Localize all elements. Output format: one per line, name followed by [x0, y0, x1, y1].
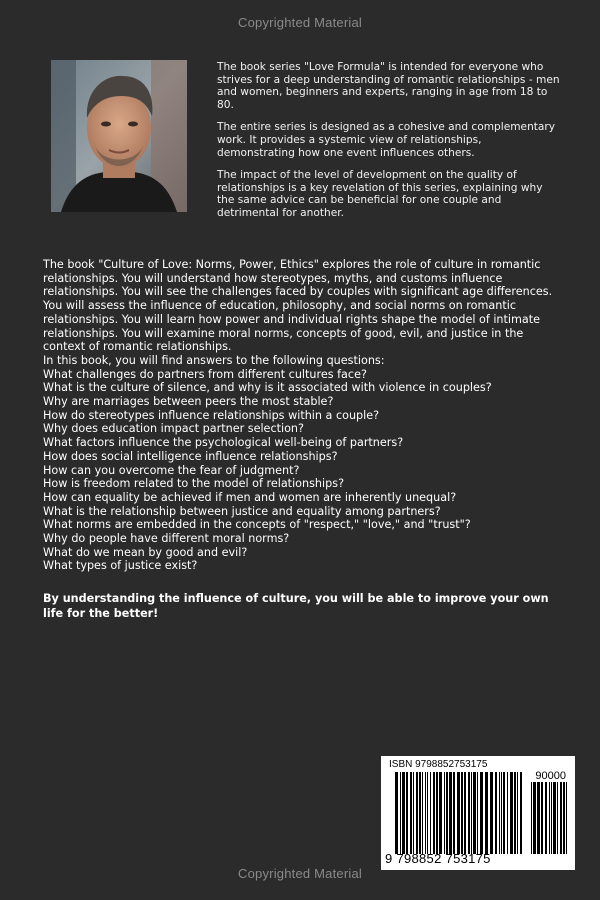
- intro-paragraph: The entire series is designed as a cohesive and complementary work. It provides a systemic view of relationships, demonstrating how one event influences others.: [217, 121, 556, 159]
- questions-intro: In this book, you will find answers to the following questions:: [43, 353, 385, 367]
- barcode-bar: [545, 782, 547, 854]
- barcode-bar: [402, 772, 405, 854]
- barcode-bar: [400, 772, 401, 854]
- question-item: What norms are embedded in the concepts of "respect," "love," and "trust"?: [43, 518, 471, 532]
- barcode-bar: [520, 772, 522, 854]
- barcode-bar: [422, 772, 423, 854]
- question-item: What is the relationship between justice and equality among partners?: [43, 504, 441, 518]
- author-photo: [51, 60, 187, 212]
- questions-list: [43, 368, 563, 574]
- isbn-label: ISBN 9798852753175: [389, 759, 488, 770]
- question-item: Why do people have different moral norms?: [43, 532, 290, 546]
- barcode-bar: [439, 772, 442, 854]
- question-item: How is freedom related to the model of relationships?: [43, 477, 345, 491]
- question-item: How does social intelligence influence relationships?: [43, 449, 338, 463]
- barcode-bar: [427, 772, 428, 854]
- barcode-bar: [563, 782, 565, 854]
- question-item: How do stereotypes influence relationships within a couple?: [43, 408, 380, 422]
- question-item: How can you overcome the fear of judgment?: [43, 463, 300, 477]
- question-item: What is the culture of silence, and why is it associated with violence in couples?: [43, 381, 492, 395]
- barcode-bar: [549, 782, 550, 854]
- barcode-bar: [461, 772, 463, 854]
- barcode-bar: [514, 772, 516, 854]
- barcode-bar: [501, 772, 502, 854]
- barcode-bar: [444, 772, 445, 854]
- barcode-bar: [410, 772, 412, 854]
- isbn-barcode: [381, 756, 575, 870]
- barcode-bar: [557, 782, 558, 854]
- barcode-bar: [453, 772, 455, 854]
- watermark-bottom: Copyrighted Material: [238, 866, 362, 881]
- barcode-bar: [406, 772, 408, 854]
- barcode-bar: [490, 772, 493, 854]
- barcode-bar: [517, 772, 518, 854]
- closing-statement: By understanding the influence of culture, you will be able to improve your own life for the better!: [43, 592, 549, 620]
- barcode-bar: [425, 772, 426, 854]
- barcode-bar: [413, 772, 414, 854]
- barcode-bar: [533, 782, 536, 854]
- barcode-bar: [464, 772, 466, 854]
- barcode-bar: [477, 772, 478, 854]
- barcode-bar: [395, 772, 398, 854]
- author-portrait-image: [51, 60, 187, 212]
- book-description: [43, 258, 563, 573]
- barcode-bar: [499, 772, 500, 854]
- barcode-bar: [419, 772, 421, 854]
- barcode-bar: [416, 772, 418, 854]
- barcode-digits: 9 798852 753175: [385, 851, 491, 866]
- barcode-bar: [480, 772, 483, 854]
- barcode-bar: [510, 772, 513, 854]
- barcode-bar: [551, 782, 552, 854]
- barcode-bar: [495, 772, 497, 854]
- intro-paragraph: The book series "Love Formula" is intended for everyone who strives for a deep understanding of romantic relationships - men and women, beginners and experts, ranging in age from 18 to 80.: [217, 61, 560, 111]
- question-item: What factors influence the psychological well-being of partners?: [43, 436, 404, 450]
- barcode-bar: [446, 772, 448, 854]
- question-item: How can equality be achieved if men and women are inherently unequal?: [43, 490, 457, 504]
- barcode-bar: [436, 772, 438, 854]
- question-item: Why does education impact partner selection?: [43, 422, 304, 436]
- barcode-bar: [485, 772, 488, 854]
- barcode-bar: [503, 772, 505, 854]
- question-item: What do we mean by good and evil?: [43, 545, 248, 559]
- question-item: Why are marriages between peers the most stable?: [43, 395, 334, 409]
- barcode-bar: [507, 772, 508, 854]
- question-item: What types of justice exist?: [43, 559, 198, 573]
- barcode-bar: [457, 772, 460, 854]
- barcode-bar: [541, 782, 543, 854]
- barcode-bar: [566, 782, 567, 854]
- barcode-bar: [430, 772, 431, 854]
- description-paragraph: The book "Culture of Love: Norms, Power, Ethics" explores the role of culture in romantic relationships. You will understand how stereotypes, myths, and customs influence relationships. You will see the challenges faced by couples with significant age differences. You will assess the influence of education, philosophy, and social norms on romantic relationships. You will learn how power and individual rights shape the model of intimate relationships. You will examine moral norms, concepts of good, evil, and justice in the context of romantic relationships.: [43, 258, 553, 354]
- barcode-bar: [468, 772, 470, 854]
- barcode-bar: [553, 782, 556, 854]
- barcode-bar: [471, 772, 472, 854]
- barcode-addon-bars: [531, 782, 569, 854]
- barcode-bar: [537, 782, 540, 854]
- barcode-bar: [560, 782, 562, 854]
- barcode-bar: [433, 772, 435, 854]
- price-code: 90000: [535, 770, 566, 782]
- intro-paragraph: The impact of the level of development on the quality of relationships is a key revelation of this series, explaining why the same advice can be beneficial for one couple and detrimental for another.: [217, 169, 543, 219]
- series-intro: [217, 61, 562, 230]
- barcode-bar: [473, 772, 476, 854]
- watermark-top: Copyrighted Material: [238, 15, 362, 30]
- barcode-bars: [395, 772, 523, 854]
- barcode-bar: [531, 782, 532, 854]
- question-item: What challenges do partners from different cultures face?: [43, 367, 367, 381]
- barcode-bar: [449, 772, 452, 854]
